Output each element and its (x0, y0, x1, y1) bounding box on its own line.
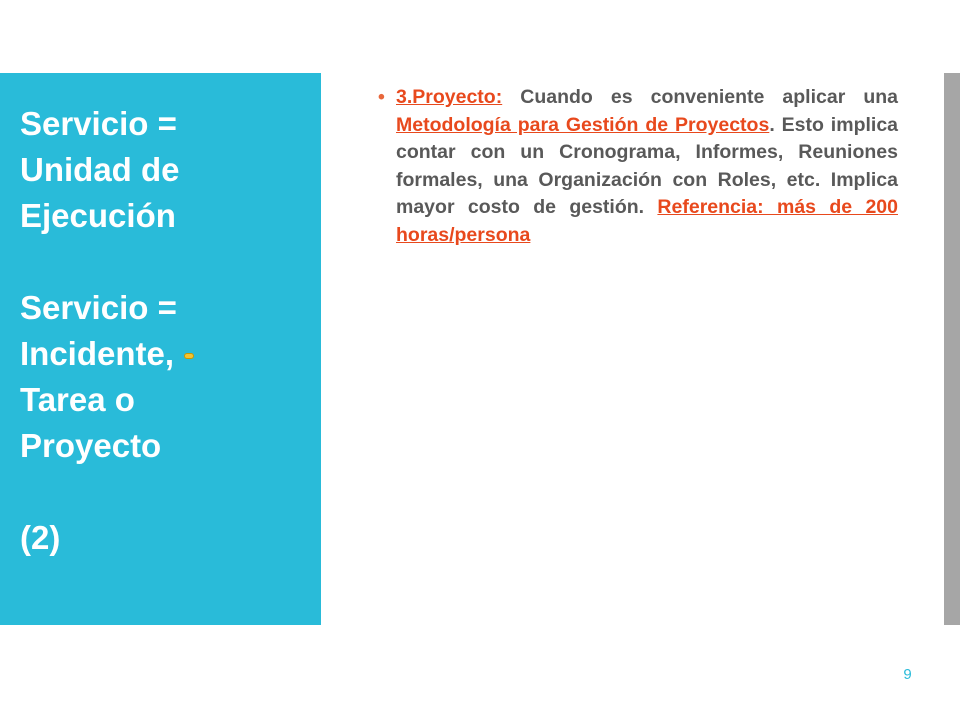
page-number: 9 (903, 666, 912, 683)
title-spacer (20, 469, 315, 515)
body-text: . Esto implica contar con un Cronograma, Informes, Reuniones formales, una Organización con Roles, etc. Implica mayor costo de gestión. (396, 113, 899, 219)
right-accent-bar (944, 73, 960, 625)
title-line: Incidente, (20, 335, 175, 372)
proyecto-link[interactable]: 3.Proyecto: (396, 86, 503, 108)
bullet-icon: • (378, 86, 385, 108)
title-spacer (20, 239, 315, 285)
title-line: (2) (20, 519, 61, 556)
bullet-item (378, 84, 898, 250)
title-line: Tarea o (20, 381, 135, 418)
text-cursor-marker (184, 353, 194, 359)
slide-title (20, 101, 315, 561)
title-line: Servicio = (20, 289, 177, 326)
title-panel (0, 73, 321, 625)
title-line: Ejecución (20, 197, 176, 234)
title-line: Proyecto (20, 427, 162, 464)
metodologia-link[interactable]: Metodología para Gestión de Proyectos (396, 113, 770, 136)
title-line: Servicio = (20, 105, 177, 142)
content-area (378, 84, 898, 250)
title-line: Unidad de (20, 151, 180, 188)
body-text: Cuando es conveniente aplicar una (502, 86, 898, 108)
referencia-link[interactable]: Referencia: más de 200 horas/persona (396, 196, 898, 246)
